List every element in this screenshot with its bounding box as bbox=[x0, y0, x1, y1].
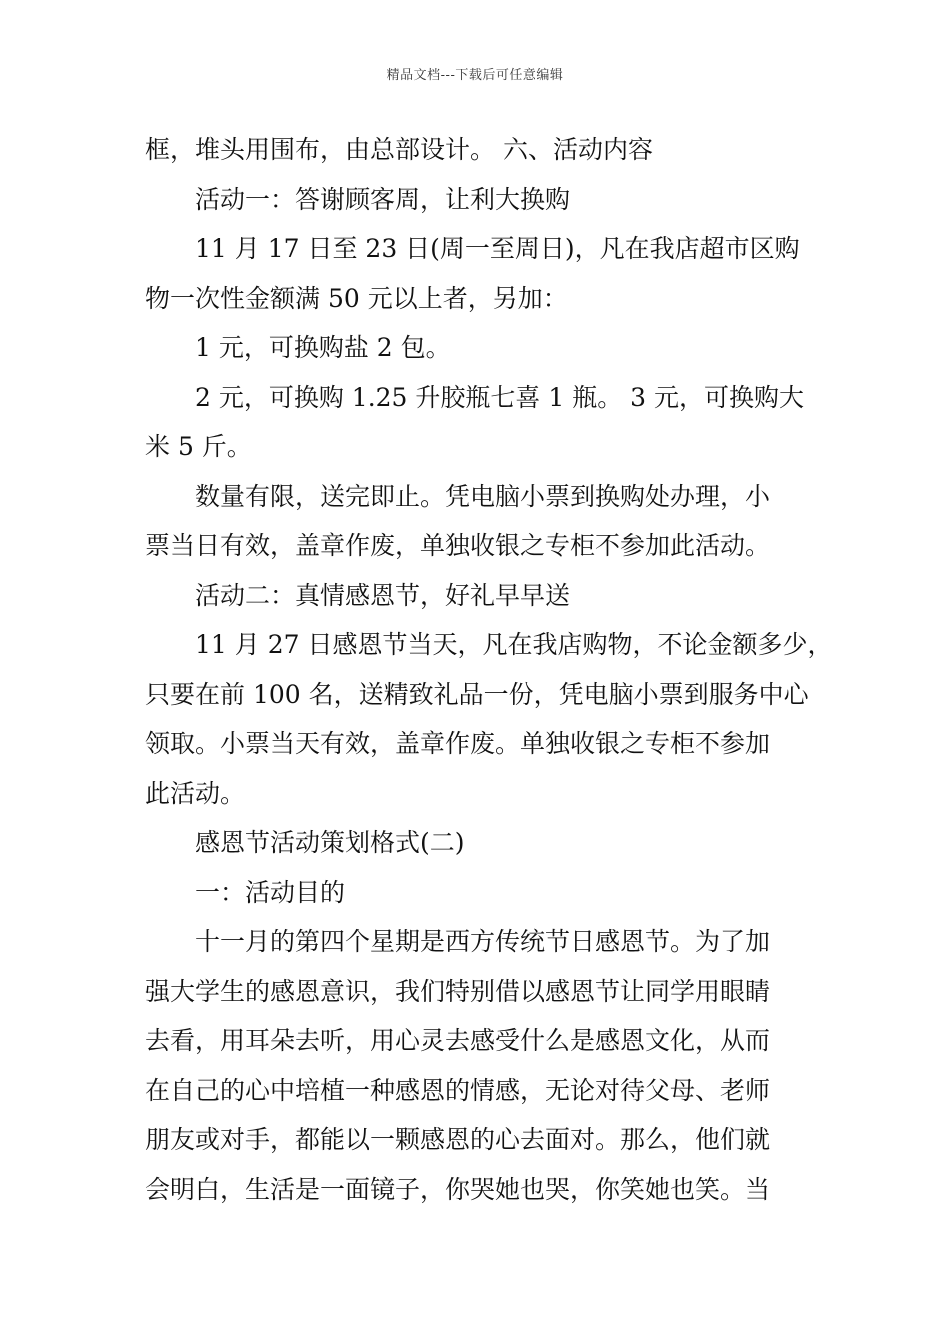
text-line: 1 元，可换购盐 2 包。 bbox=[195, 333, 451, 362]
text-line: 会明白，生活是一面镜子，你哭她也哭，你笑她也笑。当 bbox=[145, 1174, 771, 1204]
text-line: 米 5 斤。 bbox=[145, 432, 252, 461]
text-line: 此活动。 bbox=[145, 778, 246, 808]
text-line: 在自己的心中培植一种感恩的情感，无论对待父母、老师 bbox=[145, 1075, 771, 1105]
document-body bbox=[145, 125, 833, 1214]
page-header: 精品文档---下载后可任意编辑 bbox=[386, 68, 564, 83]
text-line: 2 元，可换购 1.25 升胶瓶七喜 1 瓶。 3 元，可换购大 bbox=[195, 382, 805, 412]
text-line: 物一次性金额满 50 元以上者，另加： bbox=[145, 283, 568, 313]
text-line: 领取。小票当天有效，盖章作废。单独收银之专柜不参加 bbox=[145, 729, 771, 758]
text-line: 强大学生的感恩意识，我们特别借以感恩节让同学用眼睛 bbox=[145, 976, 771, 1006]
text-line: 11 月 17 日至 23 日(周一至周日)，凡在我店超市区购 bbox=[195, 234, 800, 263]
text-line: 数量有限，送完即止。凭电脑小票到换购处办理，小 bbox=[195, 481, 771, 511]
text-line: 票当日有效，盖章作废，单独收银之专柜不参加此活动。 bbox=[145, 531, 771, 560]
section-heading: 感恩节活动策划格式(二) bbox=[195, 828, 465, 857]
text-line: 活动一：答谢顾客周，让利大换购 bbox=[195, 184, 571, 214]
subsection-heading: 一：活动目的 bbox=[195, 877, 346, 907]
text-line: 只要在前 100 名，送精致礼品一份，凭电脑小票到服务中心 bbox=[145, 679, 809, 709]
text-line: 十一月的第四个星期是西方传统节日感恩节。为了加 bbox=[195, 927, 771, 956]
text-line: 11 月 27 日感恩节当天，凡在我店购物，不论金额多少， bbox=[195, 630, 833, 659]
text-line: 朋友或对手，都能以一颗感恩的心去面对。那么，他们就 bbox=[145, 1125, 771, 1154]
text-line: 框，堆头用围布，由总部设计。 六、活动内容 bbox=[145, 135, 653, 164]
text-line: 活动二：真情感恩节，好礼早早送 bbox=[195, 580, 571, 610]
text-line: 去看，用耳朵去听，用心灵去感受什么是感恩文化，从而 bbox=[145, 1026, 771, 1055]
